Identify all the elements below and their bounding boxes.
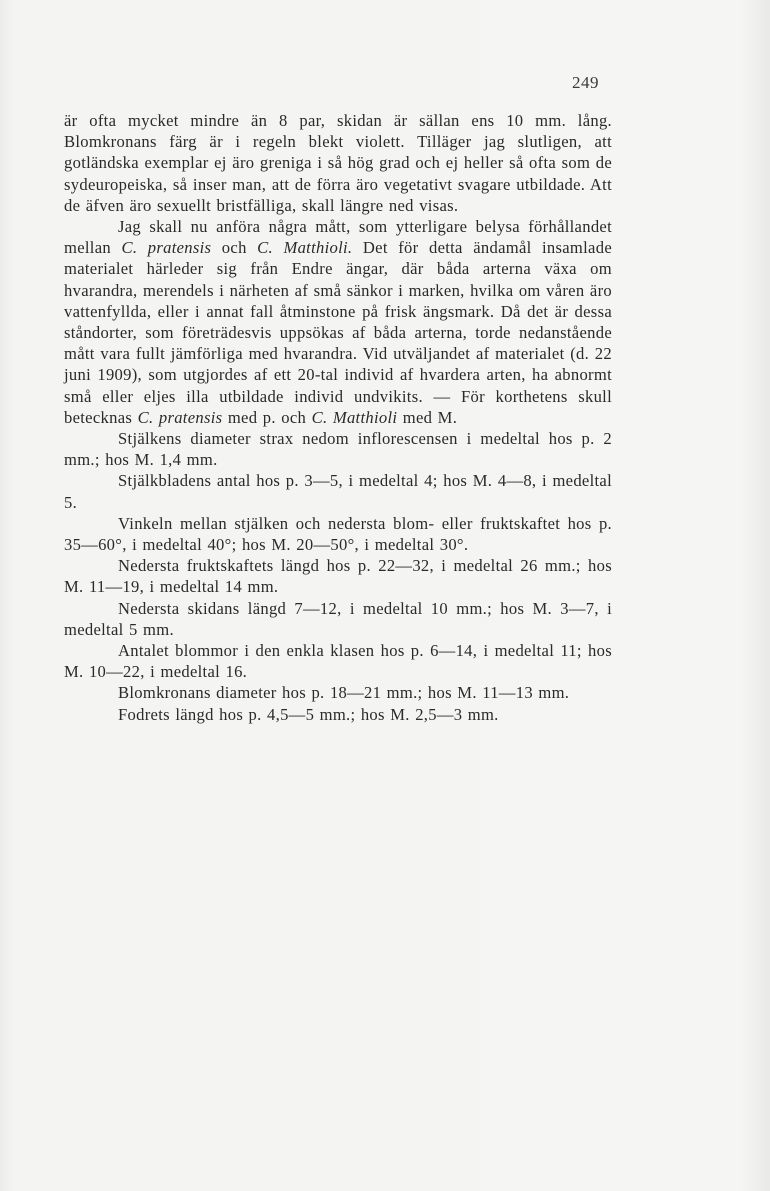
- text-run: med M.: [397, 407, 458, 427]
- paragraph: [64, 513, 612, 555]
- text-run: Blomkronans diameter hos p. 18—21 mm.; hos M. 11—13 mm.: [118, 683, 570, 703]
- text-run: Det för detta ändamål insamlade materialet härleder sig från Endre ängar, där båda arterna växa om hvarandra, merendels i närheten af små sänkor i marken, hvilka om våren äro vattenfyllda, eller i annat fall åtminstone på frisk ängsmark. Då det är dessa ståndorter, som företrädesvis uppsökas af båda arterna, torde nedanstående mått vara fullt jämförliga med hvarandra. Vid utväljandet af materialet (d. 22 juni 1909), som utgjordes af ett 20-tal individ af hvardera arten, ha abnormt små eller eljes illa utbildade individ undvikits. — För korthetens skull betecknas: [64, 238, 612, 427]
- text-run: med p. och: [222, 407, 312, 427]
- paragraph: [64, 640, 612, 682]
- text-run: Stjälkbladens antal hos p. 3—5, i medeltal 4; hos M. 4—8, i medeltal 5.: [64, 471, 612, 512]
- paragraph: [64, 704, 612, 725]
- paragraph: [64, 555, 612, 597]
- text-run: Nedersta skidans längd 7—12, i medeltal 10 mm.; hos M. 3—7, i medeltal 5 mm.: [64, 598, 612, 639]
- paragraph: [64, 110, 612, 216]
- paragraph: [64, 216, 612, 428]
- species-name: C. Matthioli: [311, 407, 398, 427]
- species-name: C. pratensis: [137, 407, 223, 427]
- text-run: Jag skall nu anföra några mått, som ytterligare belysa förhållandet mellan: [64, 217, 612, 258]
- text-run: är ofta mycket mindre än 8 par, skidan är sällan ens 10 mm. lång. Blomkronans färg är i regeln blekt violett. Tilläger jag slutligen, att gotländska exemplar ej äro greniga i så hög grad och ej heller så ofta som de sydeuropeiska, så inser man, att de förra äro vegetativt svagare utbildade. Att de äfven äro sexuellt bristfälliga, skall längre ned visas.: [64, 111, 612, 215]
- paragraph: [64, 682, 612, 703]
- species-name: C. Matthioli.: [257, 238, 353, 258]
- text-run: Vinkeln mellan stjälken och nedersta blom- eller fruktskaftet hos p. 35—60°, i medeltal 40°; hos M. 20—50°, i medeltal 30°.: [64, 513, 612, 555]
- paragraph: [64, 470, 612, 512]
- paragraph: [64, 598, 612, 640]
- text-run: Fodrets längd hos p. 4,5—5 mm.; hos M. 2,5—3 mm.: [118, 704, 499, 724]
- species-name: C. pratensis: [121, 238, 212, 258]
- paragraph: [64, 428, 612, 470]
- page-number: 249: [572, 73, 599, 92]
- text-run: och: [211, 238, 258, 258]
- text-run: Stjälkens diameter strax nedom inflorescensen i medeltal hos p. 2 mm.; hos M. 1,4 mm.: [64, 429, 612, 470]
- body-text: [64, 110, 612, 725]
- text-run: Nedersta fruktskaftets längd hos p. 22—32, i medeltal 26 mm.; hos M. 11—19, i medeltal 14 mm.: [64, 556, 612, 597]
- text-run: Antalet blommor i den enkla klasen hos p. 6—14, i medeltal 11; hos M. 10—22, i medeltal 16.: [64, 641, 612, 682]
